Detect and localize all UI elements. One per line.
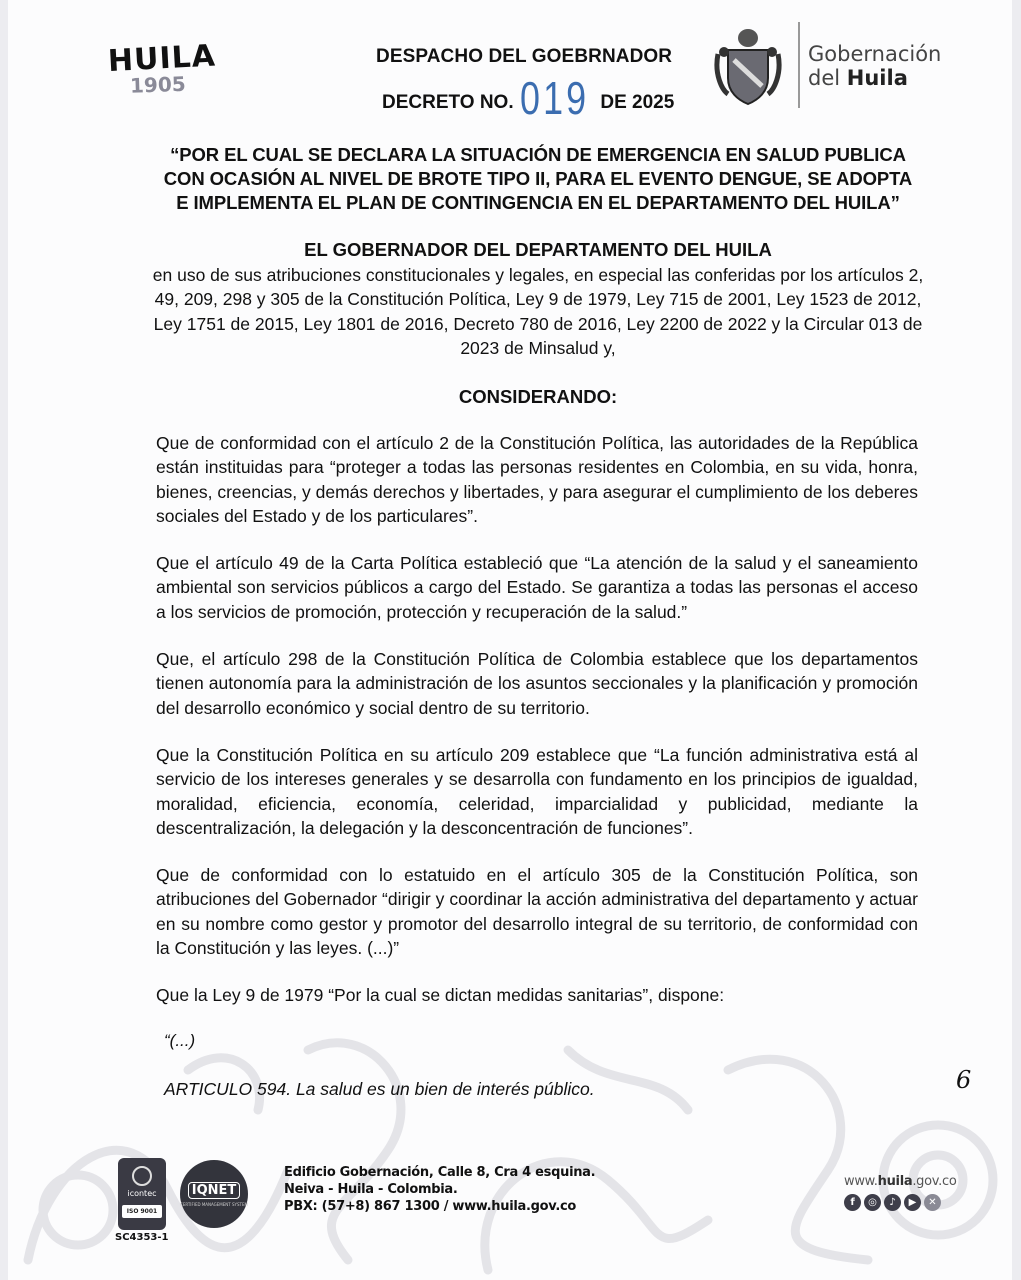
brand-prefix: del	[808, 66, 841, 90]
brand-line-1: Gobernación	[808, 42, 942, 66]
address-line: Edificio Gobernación, Calle 8, Cra 4 esquina.	[284, 1165, 596, 1180]
web-suffix: .gov.co	[912, 1174, 957, 1189]
social-links	[844, 1194, 941, 1211]
web-bold: huila	[877, 1174, 913, 1189]
title-line: “POR EL CUAL SE DECLARA LA SITUACIÓN DE EMERGENCIA EN SALUD PUBLICA	[170, 144, 906, 165]
facebook-icon[interactable]: f	[844, 1194, 861, 1211]
paragraph-ley-9: Que la Ley 9 de 1979 “Por la cual se dictan medidas sanitarias”, dispone:	[156, 985, 725, 1005]
instagram-icon[interactable]: ◎	[864, 1194, 881, 1211]
handwritten-initial: 6	[956, 1066, 972, 1094]
tiktok-icon[interactable]: ♪	[884, 1194, 901, 1211]
preamble: en uso de sus atribuciones constitucionales y legales, en especial las conferidas por los artículos 2, 49, 209, 298 y 305 de la Constitución Política, Ley 9 de 1979, Ley 715 de 2001, Ley 1523 de 2012, Ley 1751 de 2015, Ley 1801 de 2016, Decreto 780 de 2016, Ley 2200 de 2022 y la Circular 013 de 2023 de Minsalud y,	[152, 265, 924, 358]
address-line: PBX: (57+8) 867 1300 / www.huila.gov.co	[284, 1199, 577, 1214]
web-prefix: www.	[844, 1174, 878, 1189]
youtube-icon[interactable]: ▶	[904, 1194, 921, 1211]
iqnet-label: IQNET	[188, 1182, 241, 1199]
gobernacion-brand	[808, 42, 941, 90]
decree-number-line	[382, 72, 675, 124]
coat-of-arms-icon	[714, 24, 782, 106]
icontec-icon	[132, 1166, 152, 1186]
iqnet-certification-badge	[180, 1160, 248, 1228]
brand-divider	[798, 22, 800, 108]
certificate-code: SC4353-1	[115, 1232, 169, 1243]
paragraph-article-2: Que de conformidad con el artículo 2 de la Constitución Política, las autoridades de la República están instituidas para “proteger a todas las personas residentes en Colombia, en su vida, honra, bienes, creencias, y demás derechos y libertades, y para asegurar el cumplimiento de los deberes sociales del Estado y de los particulares”.	[156, 433, 918, 526]
address-line: Neiva - Huila - Colombia.	[284, 1182, 458, 1197]
decree-title	[128, 143, 948, 215]
office-heading: DESPACHO DEL GOEBRNADOR	[376, 46, 673, 67]
title-line: E IMPLEMENTA EL PLAN DE CONTINGENCIA EN EL DEPARTAMENTO DEL HUILA”	[176, 192, 900, 213]
footer-address	[284, 1164, 595, 1215]
paragraph-article-49: Que el artículo 49 de la Carta Política estableció que “La atención de la salud y el saneamiento ambiental son servicios públicos a cargo del Estado. Se garantiza a todas las personas el acceso a los servicios de promoción, protección y recuperación de la salud.”	[156, 553, 918, 622]
logo-word: HUILA	[107, 38, 217, 80]
decree-label: DECRETO NO.	[382, 92, 514, 113]
paragraph-article-305: Que de conformidad con lo estatuido en el artículo 305 de la Constitución Política, son atribuciones del Gobernador “dirigir y coordinar la acción administrativa del departamento y actuar en su nombre como gestor y promotor del desarrollo integral de su territorio, de conformidad con la Constitución y las leyes. (...)”	[156, 865, 918, 958]
governor-heading: EL GOBERNADOR DEL DEPARTAMENTO DEL HUILA	[304, 239, 772, 260]
logo-year: 1905	[129, 71, 187, 98]
paragraph-article-209: Que la Constitución Política en su artículo 209 establece que “La función administrativa está al servicio de los intereses generales y se desarrolla con fundamento en los principios de igualdad, moralidad, eficiencia, economía, celeridad, imparcialidad y publicidad, mediante la descentralización, la delegación y la desconcentración de funciones”.	[156, 745, 918, 838]
x-icon[interactable]: ✕	[924, 1194, 941, 1211]
brand-bold: Huila	[846, 66, 908, 90]
icontec-label: icontec	[127, 1189, 157, 1198]
quote-open: “(...)	[164, 1031, 196, 1050]
decree-year: DE 2025	[600, 92, 675, 113]
paragraph-article-298: Que, el artículo 298 de la Constitución Política de Colombia establece que los departamentos tienen autonomía para la administración de los asuntos seccionales y la planificación y promoción del desarrollo económico y social dentro de su territorio.	[156, 649, 918, 718]
articulo-594: ARTICULO 594. La salud es un bien de interés público.	[164, 1079, 595, 1099]
decree-number: 019	[519, 72, 589, 124]
considerando-heading: CONSIDERANDO:	[458, 386, 618, 407]
iso-label: ISO 9001	[122, 1205, 162, 1218]
iqnet-sub: CERTIFIED MANAGEMENT SYSTEM	[180, 1202, 248, 1207]
huila-1905-logo	[107, 38, 228, 98]
website-link[interactable]	[844, 1174, 957, 1189]
title-line: CON OCASIÓN AL NIVEL DE BROTE TIPO II, PARA EL EVENTO DENGUE, SE ADOPTA	[163, 168, 913, 189]
document-page	[8, 0, 1012, 1280]
brand-line-2	[808, 66, 941, 90]
icontec-certification-badge	[118, 1158, 166, 1230]
